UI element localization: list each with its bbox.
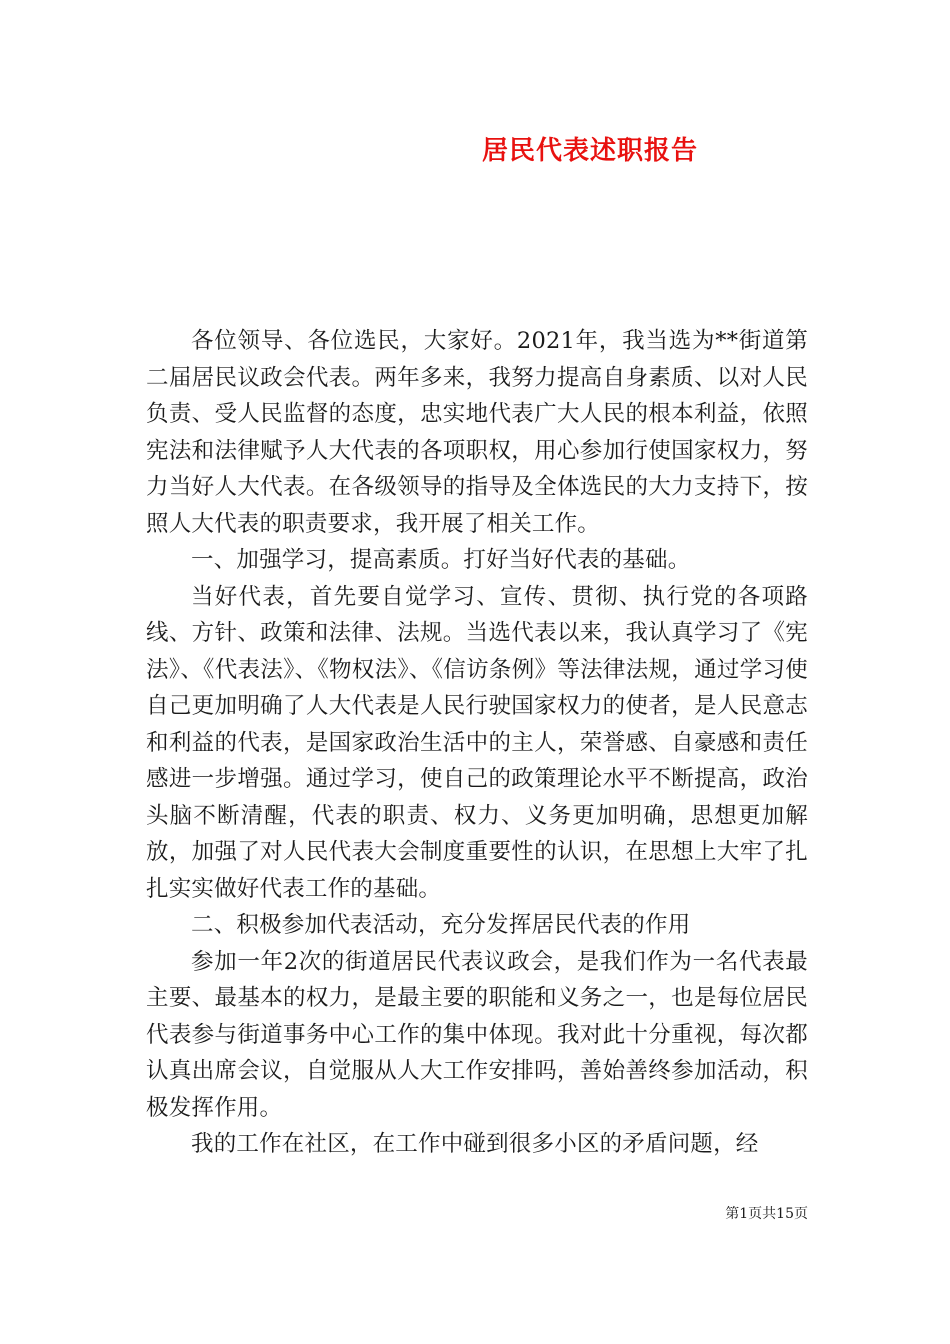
paragraph-intro: 各位领导、各位选民，大家好。2021年，我当选为**街道第二届居民议政会代表。两年多来，我努力提高自身素质、以对人民负责、受人民监督的态度，忠实地代表广大人民的根本利益，依照宪法和法律赋予人大代表的各项职权，用心参加行使国家权力，努力当好人大代表。在各级领导的指导及全体选民的大力支持下，按照人大代表的职责要求，我开展了相关工作。 xyxy=(146,328,808,537)
page-number: 第1页共15页 xyxy=(725,1206,808,1222)
document-title: 居民代表述职报告 xyxy=(481,136,698,166)
paragraph-community: 我的工作在社区，在工作中碰到很多小区的矛盾问题，经 xyxy=(191,1131,759,1157)
document-body xyxy=(146,323,808,1163)
paragraph-study: 当好代表，首先要自觉学习、宣传、贯彻、执行党的各项路线、方针、政策和法律、法规。当选代表以来，我认真学习了《宪法》、《代表法》、《物权法》、《信访条例》等法律法规，通过学习使自己更加明确了人大代表是人民行驶国家权力的使者，是人民意志和利益的代表，是国家政治生活中的主人，荣誉感、自豪感和责任感进一步增强。通过学习，使自己的政策理论水平不断提高，政治头脑不断清醒，代表的职责、权力、义务更加明确，思想更加解放，加强了对人民代表大会制度重要性的认识，在思想上大牢了扎扎实实做好代表工作的基础。 xyxy=(146,583,808,902)
section-heading-1: 一、加强学习，提高素质。打好当好代表的基础。 xyxy=(191,547,691,573)
section-heading-2: 二、积极参加代表活动，充分发挥居民代表的作用 xyxy=(191,912,691,938)
paragraph-meetings: 参加一年2次的街道居民代表议政会，是我们作为一名代表最主要、最基本的权力，是最主要的职能和义务之一，也是每位居民代表参与街道事务中心工作的集中体现。我对此十分重视，每次都认真出席会议，自觉服从人大工作安排吗，善始善终参加活动，积极发挥作用。 xyxy=(146,948,808,1121)
